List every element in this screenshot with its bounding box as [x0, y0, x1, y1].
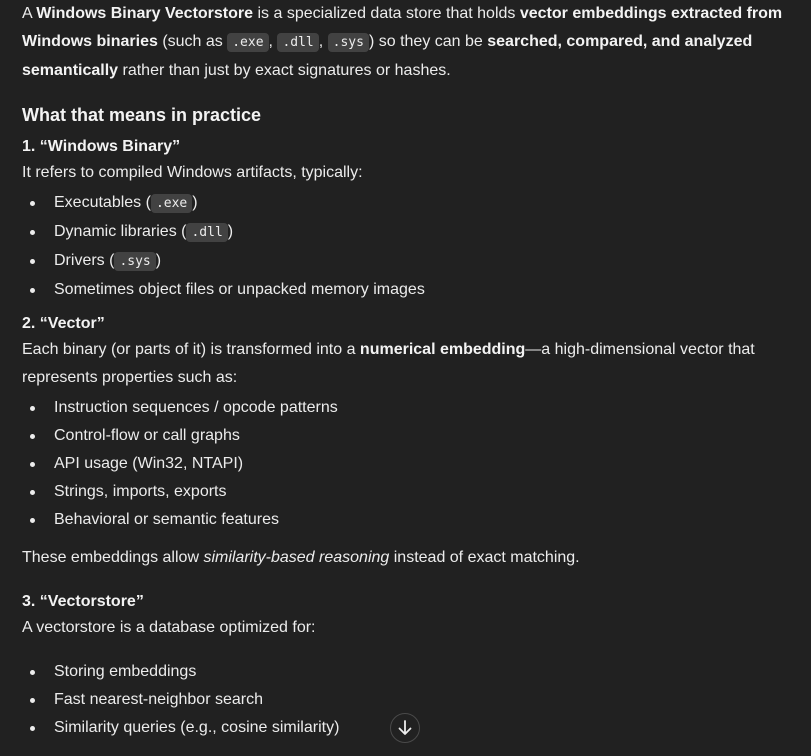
summary-text: These embeddings allow: [22, 549, 204, 566]
intro-text: is a specialized data store that holds: [253, 5, 520, 22]
list-item: [22, 276, 792, 304]
section-heading: What that means in practice: [22, 105, 262, 125]
inline-code: .exe: [151, 194, 192, 213]
section2-bold-term: numerical embedding: [359, 341, 526, 358]
list-item: Strings, imports, exports: [22, 478, 792, 506]
intro-bold-term: vector embeddings extracted from Windows binaries: [22, 5, 783, 50]
section1-list: [22, 189, 792, 304]
intro-text: rather than just by exact signatures or hashes.: [118, 62, 451, 79]
list-item-text: Drivers (: [54, 252, 115, 269]
list-item-text: Sometimes object files or unpacked memory images: [54, 281, 425, 298]
intro-text: ,: [318, 33, 328, 50]
list-item-text: Dynamic libraries (: [54, 223, 187, 240]
scroll-to-bottom-button[interactable]: [390, 713, 420, 743]
section2-text-part: Each binary (or parts of it) is transformed into a: [22, 341, 360, 358]
intro-text: ,: [268, 33, 278, 50]
list-item: Similarity queries (e.g., cosine similarity): [22, 714, 792, 742]
list-item-text: ): [155, 252, 162, 269]
summary-italic-term: similarity-based reasoning: [203, 549, 390, 566]
list-item: Instruction sequences / opcode patterns: [22, 394, 792, 422]
intro-bold-term: Windows Binary Vectorstore: [36, 5, 254, 22]
inline-code: .sys: [114, 252, 155, 271]
section3-text: A vectorstore is a database optimized for:: [22, 619, 316, 636]
summary-text: instead of exact matching.: [389, 549, 580, 566]
section2-text-part: —a high-dimensional vector that represents properties such as:: [22, 341, 755, 386]
list-item-text: ): [227, 223, 234, 240]
list-item: [22, 218, 792, 247]
section1-text: It refers to compiled Windows artifacts, typically:: [22, 164, 363, 181]
intro-bold-term: searched, compared, and analyzed semantically: [22, 33, 753, 79]
list-item: API usage (Win32, NTAPI): [22, 450, 792, 478]
inline-code: .dll: [277, 33, 318, 52]
inline-code: .sys: [328, 33, 369, 52]
list-item: [22, 189, 792, 218]
section2-summary: [22, 544, 792, 572]
intro-paragraph: [22, 0, 792, 85]
section1-title: 1. “Windows Binary”: [22, 138, 181, 155]
inline-code: .dll: [186, 223, 227, 242]
list-item-text: Executables (: [54, 194, 151, 211]
section2-list: [22, 394, 792, 534]
message-content: [22, 0, 792, 742]
list-item: Control-flow or call graphs: [22, 422, 792, 450]
section3-title: 3. “Vectorstore”: [22, 593, 144, 610]
section2-title: 2. “Vector”: [22, 315, 105, 332]
intro-text: (such as: [157, 33, 228, 50]
list-item: Fast nearest-neighbor search: [22, 686, 792, 714]
arrow-down-icon: [398, 720, 412, 736]
inline-code: .exe: [227, 33, 268, 52]
section2-text: [22, 336, 792, 392]
list-item: Behavioral or semantic features: [22, 506, 792, 534]
list-item: [22, 247, 792, 276]
list-item: Storing embeddings: [22, 658, 792, 686]
list-item-text: ): [192, 194, 198, 211]
intro-text: A: [22, 5, 37, 22]
intro-text: ) so they can be: [368, 33, 488, 50]
